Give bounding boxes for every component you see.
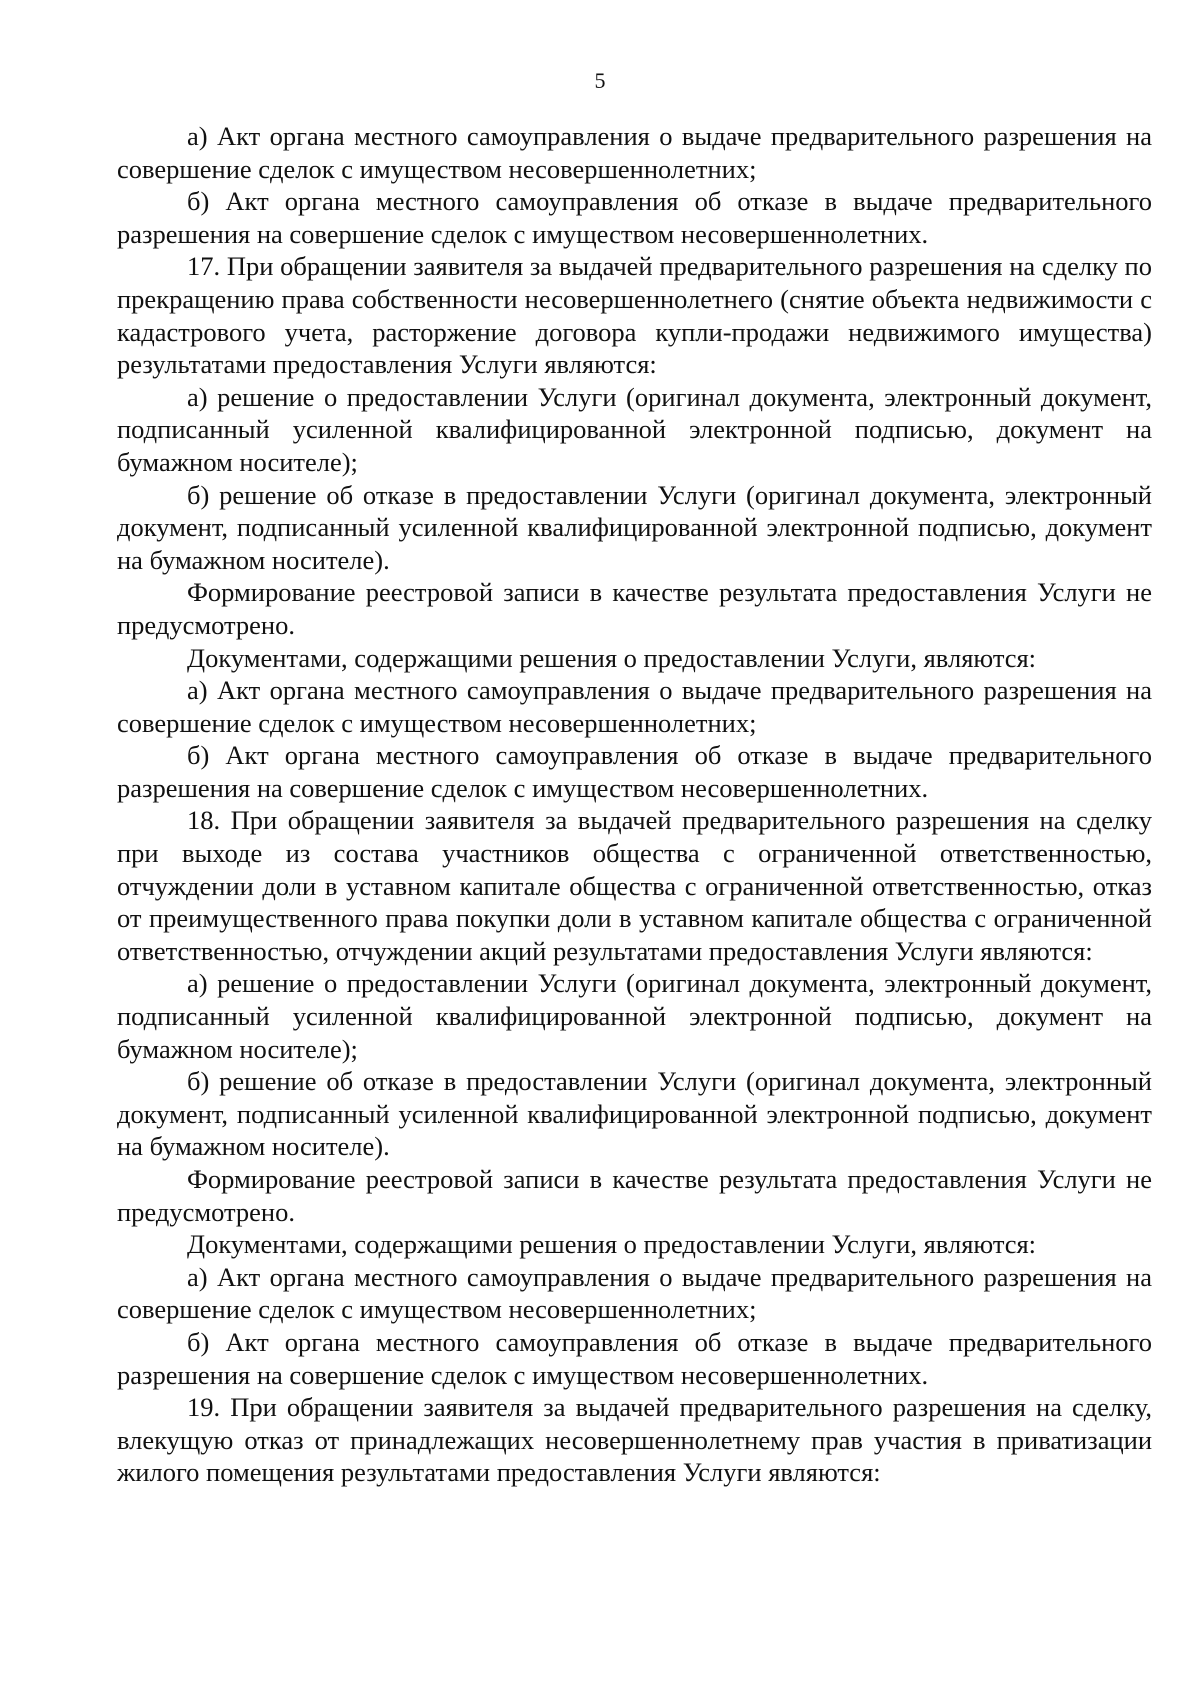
- paragraph-act-refusal: б) Акт органа местного самоуправления об отказе в выдаче предварительного разрешения на совершение сделок с имуществом несовершеннолетних.: [117, 186, 1152, 249]
- paragraph-act-issue: а) Акт органа местного самоуправления о выдаче предварительного разрешения на совершение сделок с имуществом несовершеннолетних;: [117, 675, 1152, 738]
- paragraph-decision-refusal: б) решение об отказе в предоставлении Услуги (оригинал документа, электронный документ, подписанный усиленной квалифицированной электронной подписью, документ на бумажном носителе).: [117, 1066, 1152, 1162]
- paragraph-act-refusal: б) Акт органа местного самоуправления об отказе в выдаче предварительного разрешения на совершение сделок с имуществом несовершеннолетних.: [117, 1326, 1152, 1390]
- paragraph-registry-note: Формирование реестровой записи в качестве результата предоставления Услуги не предусмотрено.: [117, 1164, 1152, 1227]
- page-number: 5: [594, 68, 606, 93]
- paragraph-documents-intro: Документами, содержащими решения о предоставлении Услуги, являются:: [187, 642, 1037, 673]
- paragraph-decision-refusal: б) решение об отказе в предоставлении Услуги (оригинал документа, электронный документ, подписанный усиленной квалифицированной электронной подписью, документ на бумажном носителе).: [117, 479, 1152, 575]
- paragraph-item-18: 18. При обращении заявителя за выдачей предварительного разрешения на сделку при выходе из состава участников общества с ограниченной ответственностью, отчуждении доли в уставном капитале общества с ограниченной ответственностью, отказ от преимущественного права покупки доли в уставном капитале общества с ограниченной ответственностью, отчуждении акций результатами предоставления Услуги являются:: [117, 805, 1152, 966]
- paragraph-item-19: 19. При обращении заявителя за выдачей предварительного разрешения на сделку, влекущую отказ от принадлежащих несовершеннолетнему прав участия в приватизации жилого помещения результатами предоставления Услуги являются:: [117, 1392, 1152, 1488]
- paragraph-registry-note: Формирование реестровой записи в качестве результата предоставления Услуги не предусмотрено.: [117, 577, 1152, 640]
- paragraph-documents-intro: Документами, содержащими решения о предоставлении Услуги, являются:: [187, 1229, 1037, 1260]
- paragraph-act-issue: а) Акт органа местного самоуправления о выдаче предварительного разрешения на совершение сделок с имуществом несовершеннолетних;: [117, 1261, 1152, 1325]
- paragraph-decision-grant: а) решение о предоставлении Услуги (оригинал документа, электронный документ, подписанный усиленной квалифицированной электронной подписью, документ на бумажном носителе);: [117, 968, 1152, 1064]
- paragraph-act-refusal: б) Акт органа местного самоуправления об отказе в выдаче предварительного разрешения на совершение сделок с имуществом несовершеннолетних.: [117, 740, 1152, 803]
- paragraph-decision-grant: а) решение о предоставлении Услуги (оригинал документа, электронный документ, подписанный усиленной квалифицированной электронной подписью, документ на бумажном носителе);: [117, 381, 1152, 477]
- document-body: [117, 120, 1152, 1489]
- paragraph-act-issue: а) Акт органа местного самоуправления о выдаче предварительного разрешения на совершение сделок с имуществом несовершеннолетних;: [117, 121, 1152, 184]
- paragraph-item-17: 17. При обращении заявителя за выдачей предварительного разрешения на сделку по прекращению права собственности несовершеннолетнего (снятие объекта недвижимости с кадастрового учета, расторжение договора купли-продажи недвижимого имущества) результатами предоставления Услуги являются:: [117, 251, 1152, 380]
